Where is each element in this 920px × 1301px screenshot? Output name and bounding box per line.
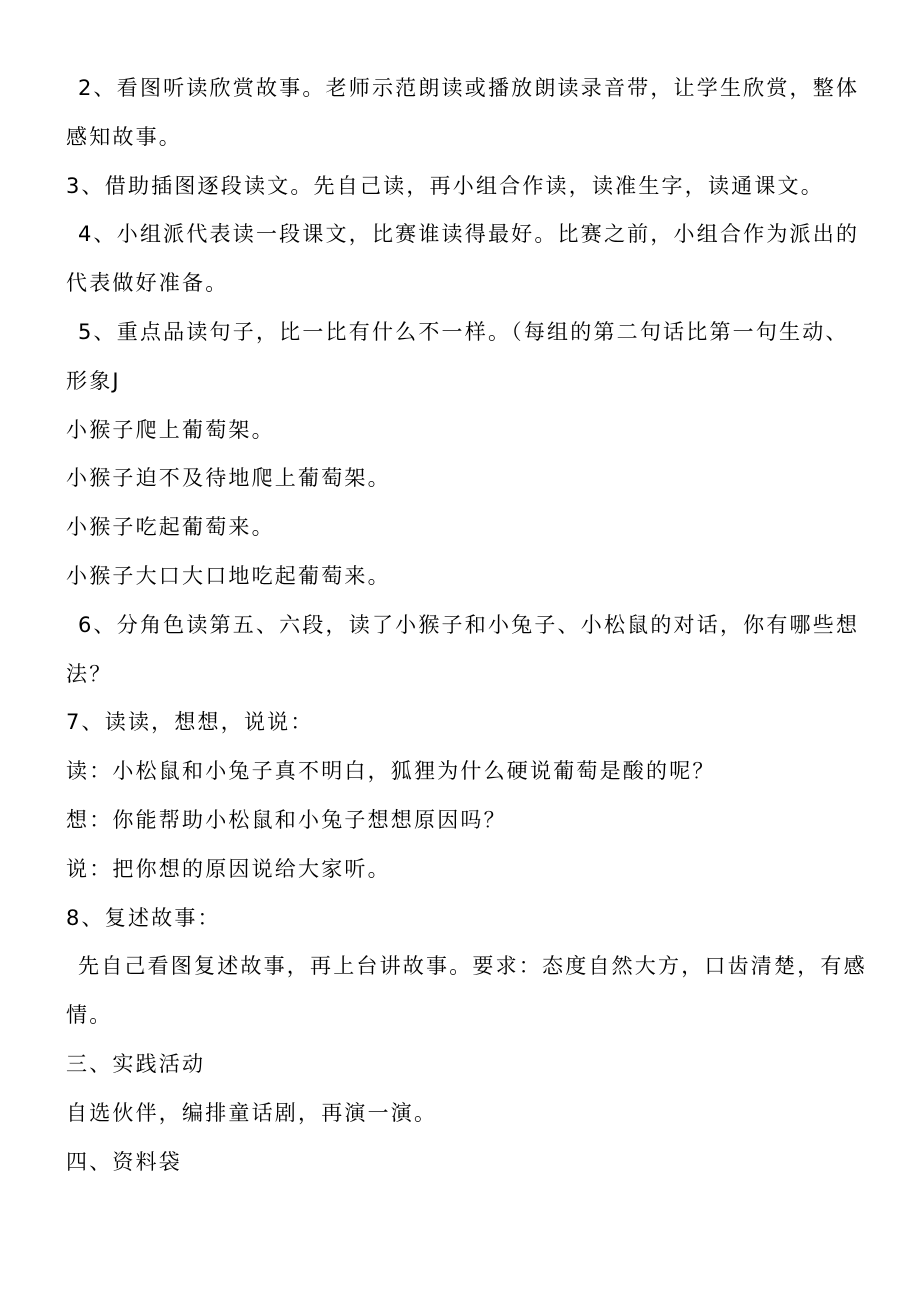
text-line: 代表做好准备。 — [66, 271, 229, 296]
text-line: 读：小松鼠和小兔子真不明白，狐狸为什么硬说葡萄是酸的呢？ — [66, 759, 716, 784]
text-line: 说：把你想的原因说给大家听。 — [66, 856, 391, 881]
text-line: 2、看图听读欣赏故事。老师示范朗读或播放朗读录音带，让学生欣赏，整体 — [78, 76, 860, 100]
text-line: 感知故事。 — [66, 124, 182, 149]
text-line: 4、小组派代表读一段课文，比赛谁读得最好。比赛之前，小组合作为派出的 — [78, 222, 860, 247]
text-line: 7、读读，想想，说说： — [66, 710, 314, 735]
text-line: 小猴子吃起葡萄来。 — [66, 515, 275, 540]
text-line: 法？ — [66, 661, 113, 686]
text-line: 情。 — [66, 1003, 113, 1028]
text-line: 6、分角色读第五、六段，读了小猴子和小兔子、小松鼠的对话，你有哪些想 — [78, 612, 860, 637]
text-line: 自选伙伴，编排童话剧，再演一演。 — [66, 1100, 438, 1125]
text-line: 形象J — [66, 368, 121, 393]
text-line: 小猴子爬上葡萄架。 — [66, 417, 275, 442]
text-line: 5、重点品读句子，比一比有什么不一样。（每组的第二句话比第一句生动、 — [78, 319, 849, 344]
text-line: 先自己看图复述故事，再上台讲故事。要求：态度自然大方，口齿清楚，有感 — [78, 954, 867, 979]
text-line: 小猴子大口大口地吃起葡萄来。 — [66, 563, 391, 588]
section-heading: 三、实践活动 — [66, 1051, 206, 1076]
text-line: 小猴子迫不及待地爬上葡萄架。 — [66, 466, 391, 491]
text-line: 想：你能帮助小松鼠和小兔子想想原因吗？ — [66, 807, 507, 832]
section-heading: 四、资料袋 — [66, 1149, 182, 1174]
text-line: 3、借助插图逐段读文。先自己读，再小组合作读，读准生字，读通课文。 — [66, 173, 824, 198]
text-line: 8、复述故事： — [66, 905, 221, 930]
